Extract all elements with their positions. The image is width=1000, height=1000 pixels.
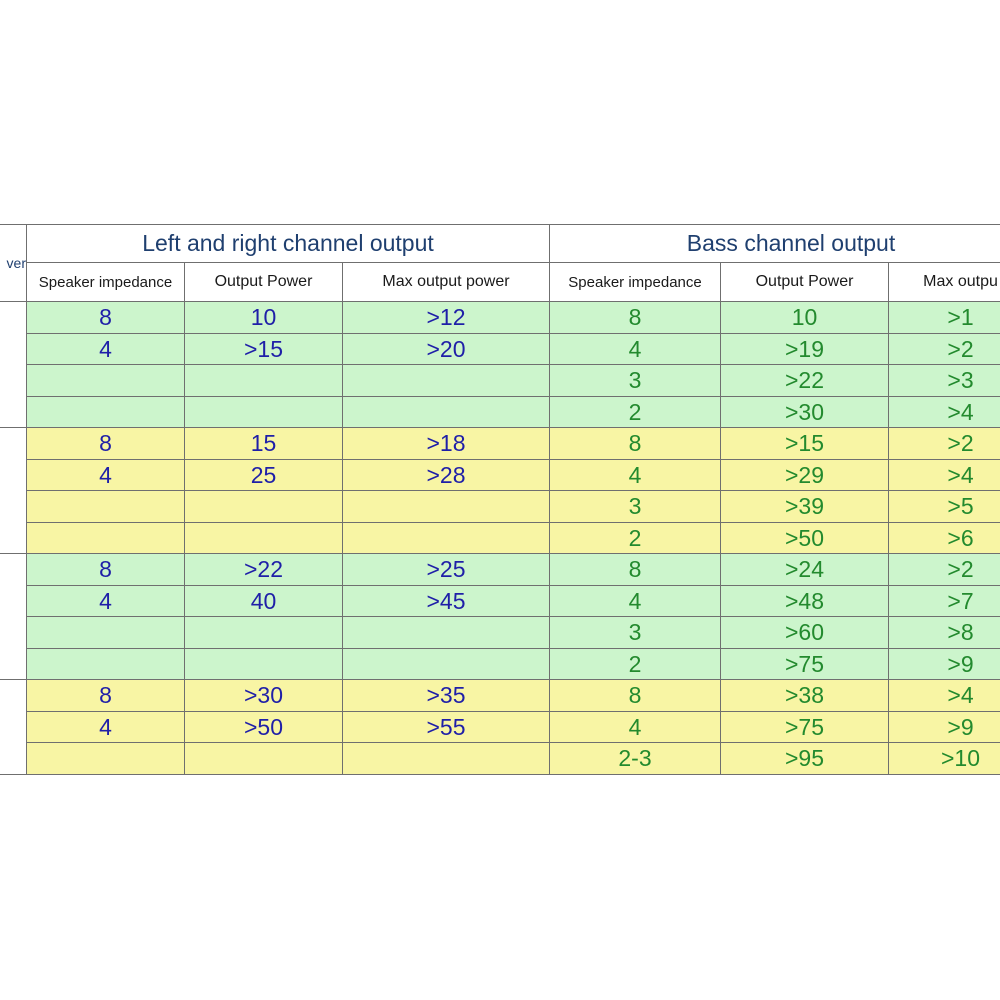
lr-output-power-cell: >15 xyxy=(185,333,343,365)
lr-max-output-power-cell: >12 xyxy=(343,302,550,334)
bass-impedance-cell: 8 xyxy=(550,554,721,586)
bass-speaker-impedance-header: Speaker impedance xyxy=(550,263,721,302)
table-row xyxy=(0,365,1000,397)
lr-output-power-cell xyxy=(185,648,343,680)
bass-output-power-cell: >95 xyxy=(721,743,889,775)
bass-max-output-power-cell: >4 xyxy=(889,680,1000,712)
table-row xyxy=(0,585,1000,617)
lr-max-output-power-cell: >25 xyxy=(343,554,550,586)
lr-impedance-cell: 4 xyxy=(27,585,185,617)
bass-max-output-power-cell: >9 xyxy=(889,711,1000,743)
bass-output-power-cell: >24 xyxy=(721,554,889,586)
lr-impedance-cell xyxy=(27,365,185,397)
bass-output-power-cell: >60 xyxy=(721,617,889,649)
lr-impedance-cell xyxy=(27,396,185,428)
bass-max-output-power-cell: >2 xyxy=(889,333,1000,365)
table-row xyxy=(0,302,1000,334)
lr-output-power-cell: 25 xyxy=(185,459,343,491)
table-row xyxy=(0,522,1000,554)
lr-max-output-power-cell: >18 xyxy=(343,428,550,460)
bass-output-power-cell: >38 xyxy=(721,680,889,712)
bass-output-power-cell: >75 xyxy=(721,648,889,680)
table-row xyxy=(0,459,1000,491)
lr-max-output-power-cell: >28 xyxy=(343,459,550,491)
lr-output-power-cell xyxy=(185,365,343,397)
bass-output-power-header: Output Power xyxy=(721,263,889,302)
lr-output-power-cell: 10 xyxy=(185,302,343,334)
table-row xyxy=(0,333,1000,365)
lr-max-output-power-cell xyxy=(343,396,550,428)
lr-impedance-cell: 4 xyxy=(27,711,185,743)
table-row xyxy=(0,711,1000,743)
bass-impedance-cell: 8 xyxy=(550,680,721,712)
bass-channel-header: Bass channel output xyxy=(550,225,1000,263)
bass-max-output-power-header: Max outpu xyxy=(889,263,1000,302)
lr-impedance-cell xyxy=(27,617,185,649)
bass-impedance-cell: 8 xyxy=(550,302,721,334)
bass-impedance-cell: 2 xyxy=(550,522,721,554)
lr-impedance-cell: 8 xyxy=(27,680,185,712)
lr-output-power-cell xyxy=(185,396,343,428)
lr-max-output-power-cell xyxy=(343,365,550,397)
table-row xyxy=(0,491,1000,523)
table-row xyxy=(0,554,1000,586)
lr-impedance-cell: 4 xyxy=(27,459,185,491)
bass-max-output-power-cell: >2 xyxy=(889,554,1000,586)
lr-max-output-power-cell xyxy=(343,648,550,680)
bass-impedance-cell: 4 xyxy=(550,711,721,743)
lr-impedance-cell: 8 xyxy=(27,302,185,334)
bass-impedance-cell: 2 xyxy=(550,396,721,428)
lr-impedance-cell: 8 xyxy=(27,554,185,586)
lr-output-power-cell xyxy=(185,617,343,649)
bass-output-power-cell: >29 xyxy=(721,459,889,491)
bass-output-power-cell: >19 xyxy=(721,333,889,365)
bass-impedance-cell: 2-3 xyxy=(550,743,721,775)
lr-output-power-cell: >30 xyxy=(185,680,343,712)
bass-max-output-power-cell: >3 xyxy=(889,365,1000,397)
bass-impedance-cell: 4 xyxy=(550,585,721,617)
lr-max-output-power-cell: >45 xyxy=(343,585,550,617)
bass-impedance-cell: 4 xyxy=(550,333,721,365)
lr-output-power-cell: >22 xyxy=(185,554,343,586)
table-body xyxy=(0,302,1000,775)
bass-max-output-power-cell: >10 xyxy=(889,743,1000,775)
lr-max-output-power-cell xyxy=(343,522,550,554)
bass-impedance-cell: 3 xyxy=(550,365,721,397)
lr-max-output-power-cell xyxy=(343,743,550,775)
bass-max-output-power-cell: >2 xyxy=(889,428,1000,460)
bass-impedance-cell: 3 xyxy=(550,617,721,649)
lr-impedance-cell xyxy=(27,491,185,523)
table-row xyxy=(0,396,1000,428)
bass-impedance-cell: 2 xyxy=(550,648,721,680)
bass-max-output-power-cell: >4 xyxy=(889,396,1000,428)
table-row xyxy=(0,680,1000,712)
table-row xyxy=(0,743,1000,775)
bass-impedance-cell: 4 xyxy=(550,459,721,491)
table-row xyxy=(0,648,1000,680)
lr-impedance-cell xyxy=(27,522,185,554)
lr-impedance-cell: 4 xyxy=(27,333,185,365)
bass-impedance-cell: 8 xyxy=(550,428,721,460)
output-power-table xyxy=(0,224,1000,775)
lr-output-power-cell: >50 xyxy=(185,711,343,743)
lr-max-output-power-header: Max output power xyxy=(343,263,550,302)
left-right-channel-header: Left and right channel output xyxy=(27,225,550,263)
bass-impedance-cell: 3 xyxy=(550,491,721,523)
lr-max-output-power-cell xyxy=(343,491,550,523)
power-supply-cell xyxy=(0,428,27,554)
lr-output-power-cell: 40 xyxy=(185,585,343,617)
lr-output-power-cell xyxy=(185,522,343,554)
bass-output-power-cell: >15 xyxy=(721,428,889,460)
lr-output-power-cell xyxy=(185,743,343,775)
bass-max-output-power-cell: >4 xyxy=(889,459,1000,491)
lr-max-output-power-cell: >35 xyxy=(343,680,550,712)
power-supply-cell xyxy=(0,302,27,428)
lr-output-power-header: Output Power xyxy=(185,263,343,302)
bass-max-output-power-cell: >5 xyxy=(889,491,1000,523)
lr-impedance-cell: 8 xyxy=(27,428,185,460)
lr-impedance-cell xyxy=(27,648,185,680)
lr-max-output-power-cell: >20 xyxy=(343,333,550,365)
bass-max-output-power-cell: >7 xyxy=(889,585,1000,617)
table-row xyxy=(0,428,1000,460)
bass-output-power-cell: >30 xyxy=(721,396,889,428)
lr-max-output-power-cell: >55 xyxy=(343,711,550,743)
power-supply-cell xyxy=(0,680,27,775)
lr-impedance-cell xyxy=(27,743,185,775)
lr-output-power-cell xyxy=(185,491,343,523)
bass-max-output-power-cell: >8 xyxy=(889,617,1000,649)
bass-output-power-cell: 10 xyxy=(721,302,889,334)
spec-table-viewport xyxy=(0,224,1000,777)
bass-output-power-cell: >75 xyxy=(721,711,889,743)
power-supply-cell xyxy=(0,554,27,680)
lr-speaker-impedance-header: Speaker impedance xyxy=(27,263,185,302)
bass-max-output-power-cell: >1 xyxy=(889,302,1000,334)
bass-output-power-cell: >22 xyxy=(721,365,889,397)
lr-max-output-power-cell xyxy=(343,617,550,649)
lr-output-power-cell: 15 xyxy=(185,428,343,460)
bass-max-output-power-cell: >9 xyxy=(889,648,1000,680)
bass-output-power-cell: >50 xyxy=(721,522,889,554)
bass-max-output-power-cell: >6 xyxy=(889,522,1000,554)
bass-output-power-cell: >39 xyxy=(721,491,889,523)
power-supply-header: ver xyxy=(0,225,27,302)
bass-output-power-cell: >48 xyxy=(721,585,889,617)
table-row xyxy=(0,617,1000,649)
